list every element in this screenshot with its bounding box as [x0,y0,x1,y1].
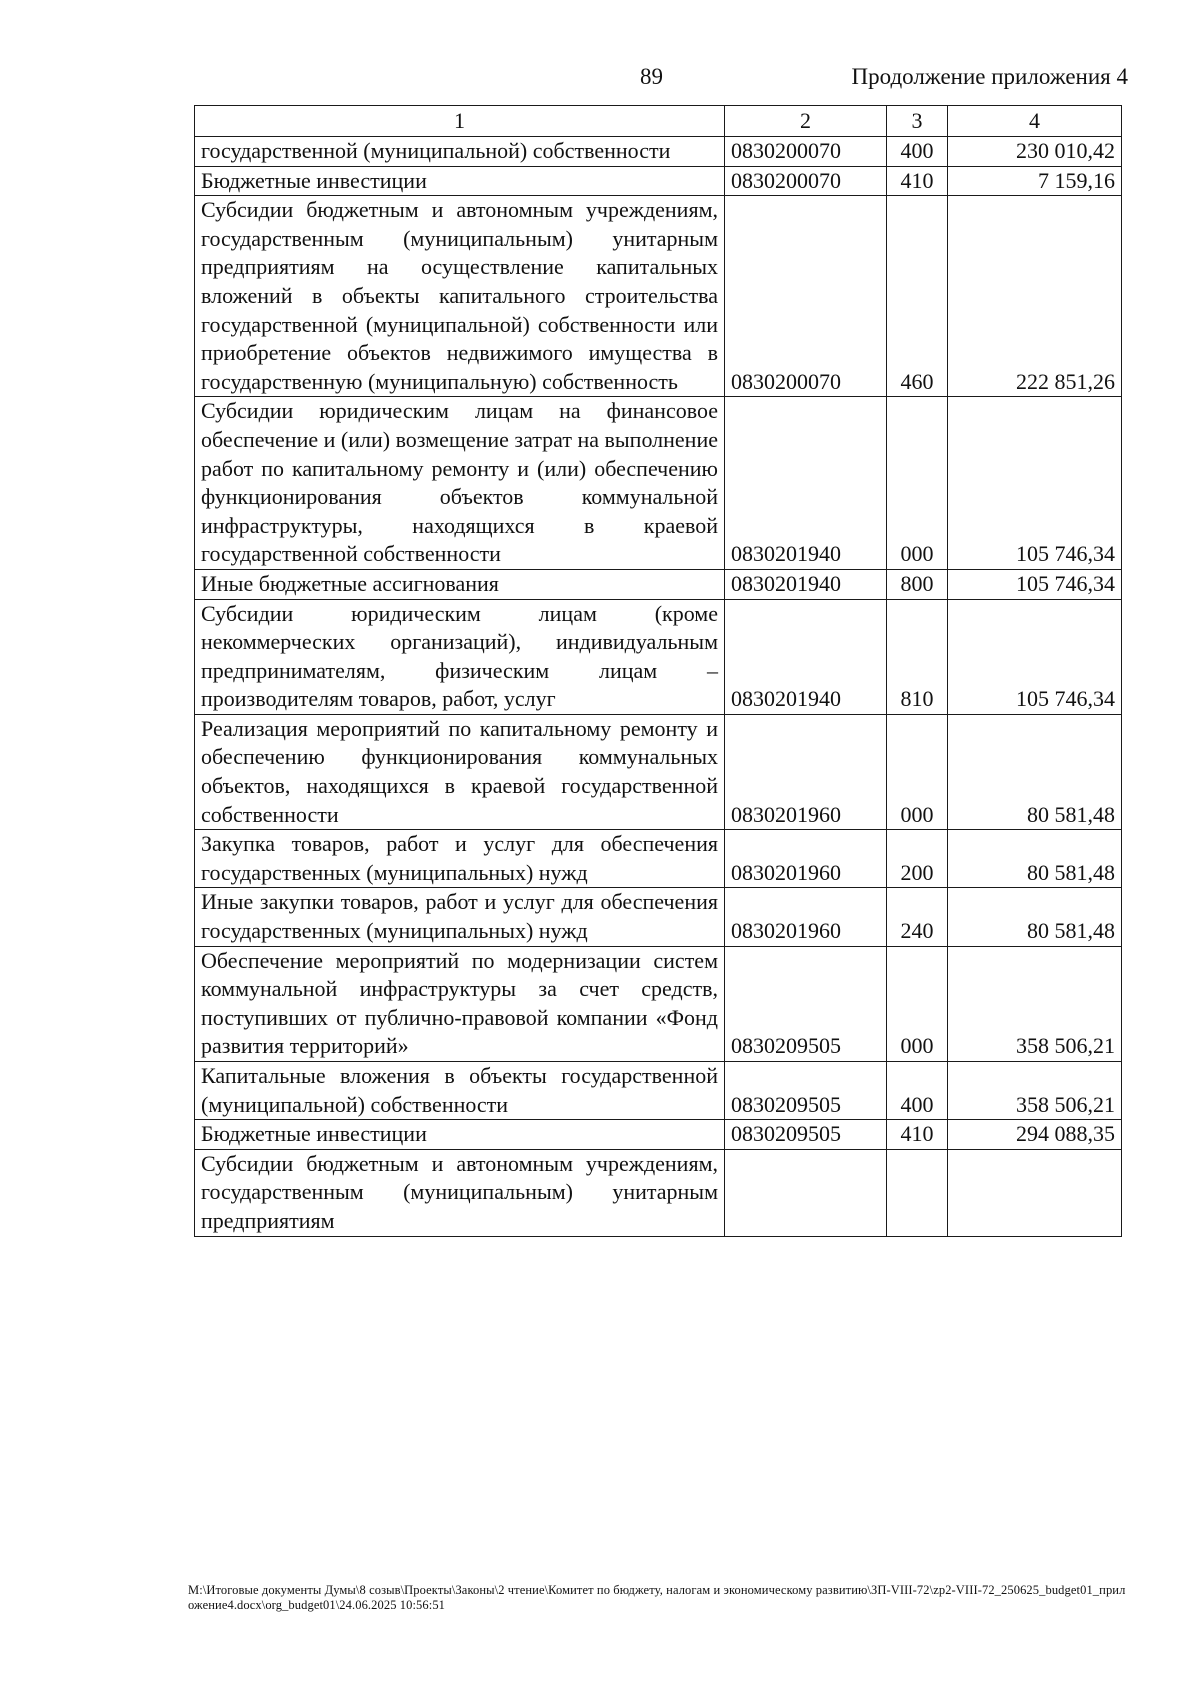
table-row [195,1149,1122,1236]
row-code: 0830209505 [725,1062,887,1120]
row-type: 000 [887,714,948,829]
table-header-row [195,106,1122,137]
row-code: 0830201940 [725,397,887,570]
row-name: Обеспечение мероприятий по модернизации систем коммунальной инфраструктуры за счет средств, поступивших от публично-правовой компании «Фонд развития территорий» [195,946,725,1061]
row-amount [948,1149,1122,1236]
row-code: 0830201940 [725,569,887,599]
table-row [195,166,1122,196]
row-name: Капитальные вложения в объекты государственной (муниципальной) собственности [195,1062,725,1120]
column-header-type: 3 [887,106,948,137]
continuation-caption: Продолжение приложения 4 [851,64,1128,89]
table-row [195,946,1122,1061]
row-name: Бюджетные инвестиции [195,166,725,196]
row-amount: 294 088,35 [948,1120,1122,1150]
row-amount: 105 746,34 [948,599,1122,714]
row-name: Реализация мероприятий по капитальному ремонту и обеспечению функционирования коммунальных объектов, находящихся в краевой государственной собственности [195,714,725,829]
row-type: 410 [887,166,948,196]
page-number: 89 [640,64,663,89]
table-row [195,397,1122,570]
row-amount: 105 746,34 [948,569,1122,599]
row-type: 200 [887,830,948,888]
row-type: 460 [887,196,948,397]
column-header-code: 2 [725,106,887,137]
table-row [195,1120,1122,1150]
row-code: 0830200070 [725,196,887,397]
row-code: 0830201960 [725,888,887,946]
row-type: 800 [887,569,948,599]
file-path-footer: M:\Итоговые документы Думы\8 созыв\Проекты\Законы\2 чтение\Комитет по бюджету, налогам и экономическому развитию\ЗП-VIII-72\zp2-VIII-72_250625_budget01_приложение4.docx\org_budget01\24.06.2025 10:56:51 [188,1583,1126,1612]
column-header-amount: 4 [948,106,1122,137]
row-type: 410 [887,1120,948,1150]
row-amount: 7 159,16 [948,166,1122,196]
row-name: Бюджетные инвестиции [195,1120,725,1150]
row-code: 0830209505 [725,946,887,1061]
table-row [195,888,1122,946]
row-code [725,1149,887,1236]
row-amount: 105 746,34 [948,397,1122,570]
row-name: Иные закупки товаров, работ и услуг для обеспечения государственных (муниципальных) нужд [195,888,725,946]
row-type: 400 [887,137,948,167]
row-code: 0830200070 [725,166,887,196]
row-name: Закупка товаров, работ и услуг для обеспечения государственных (муниципальных) нужд [195,830,725,888]
row-type: 400 [887,1062,948,1120]
table-row [195,714,1122,829]
row-type [887,1149,948,1236]
row-amount: 80 581,48 [948,888,1122,946]
row-amount: 358 506,21 [948,946,1122,1061]
table-row [195,1062,1122,1120]
row-code: 0830201960 [725,714,887,829]
row-code: 0830201940 [725,599,887,714]
table-row [195,599,1122,714]
row-amount: 230 010,42 [948,137,1122,167]
table-row [195,137,1122,167]
row-type: 810 [887,599,948,714]
table-row [195,830,1122,888]
row-code: 0830209505 [725,1120,887,1150]
row-type: 240 [887,888,948,946]
row-name: государственной (муниципальной) собственности [195,137,725,167]
row-amount: 222 851,26 [948,196,1122,397]
row-code: 0830201960 [725,830,887,888]
row-code: 0830200070 [725,137,887,167]
row-name: Субсидии бюджетным и автономным учреждениям, государственным (муниципальным) унитарным предприятиям [195,1149,725,1236]
row-type: 000 [887,946,948,1061]
row-amount: 80 581,48 [948,830,1122,888]
table-row [195,196,1122,397]
row-name: Иные бюджетные ассигнования [195,569,725,599]
table-row [195,569,1122,599]
row-amount: 358 506,21 [948,1062,1122,1120]
row-type: 000 [887,397,948,570]
row-name: Субсидии юридическим лицам на финансовое обеспечение и (или) возмещение затрат на выполнение работ по капитальному ремонту и (или) обеспечению функционирования объектов коммунальной инфраструктуры, находящихся в краевой государственной собственности [195,397,725,570]
row-name: Субсидии юридическим лицам (кроме некоммерческих организаций), индивидуальным предпринимателям, физическим лицам – производителям товаров, работ, услуг [195,599,725,714]
column-header-name: 1 [195,106,725,137]
row-amount: 80 581,48 [948,714,1122,829]
row-name: Субсидии бюджетным и автономным учреждениям, государственным (муниципальным) унитарным предприятиям на осуществление капитальных вложений в объекты капитального строительства государственной (муниципальной) собственности или приобретение объектов недвижимого имущества в государственную (муниципальную) собственность [195,196,725,397]
budget-table [194,105,1122,1237]
